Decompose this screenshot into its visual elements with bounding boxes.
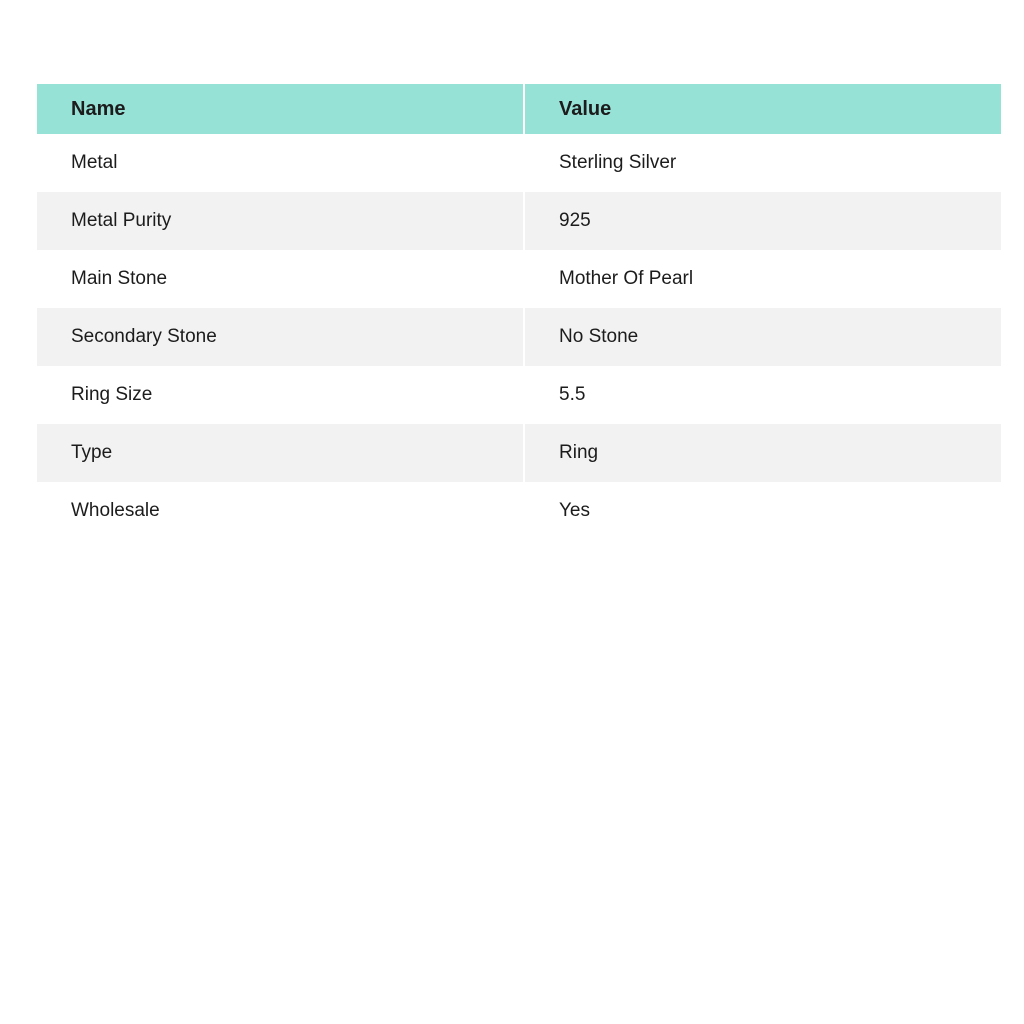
attribute-name: Wholesale	[71, 500, 160, 521]
table-row	[37, 482, 1001, 540]
product-attributes-table	[37, 84, 1001, 540]
attribute-value: Mother Of Pearl	[559, 268, 694, 289]
table-row	[37, 308, 1001, 366]
attribute-value: Yes	[559, 500, 590, 521]
attribute-value: Ring	[525, 424, 1001, 482]
attribute-name: Metal Purity	[37, 192, 523, 250]
table-row	[37, 134, 1001, 192]
column-header-value: Value	[525, 84, 1001, 134]
attribute-value: Sterling Silver	[559, 152, 677, 173]
table-row	[37, 192, 1001, 250]
table-row	[37, 424, 1001, 482]
attribute-name: Type	[37, 424, 523, 482]
attribute-name: Secondary Stone	[37, 308, 523, 366]
attribute-name: Main Stone	[71, 268, 168, 289]
column-header-name: Name	[37, 84, 523, 134]
table-header-row	[37, 84, 1001, 134]
attribute-value: 5.5	[559, 384, 586, 405]
attribute-name: Metal	[71, 152, 118, 173]
attribute-value: 925	[525, 192, 1001, 250]
attribute-value: No Stone	[525, 308, 1001, 366]
attribute-name: Ring Size	[71, 384, 153, 405]
table-row	[37, 250, 1001, 308]
table-row	[37, 366, 1001, 424]
